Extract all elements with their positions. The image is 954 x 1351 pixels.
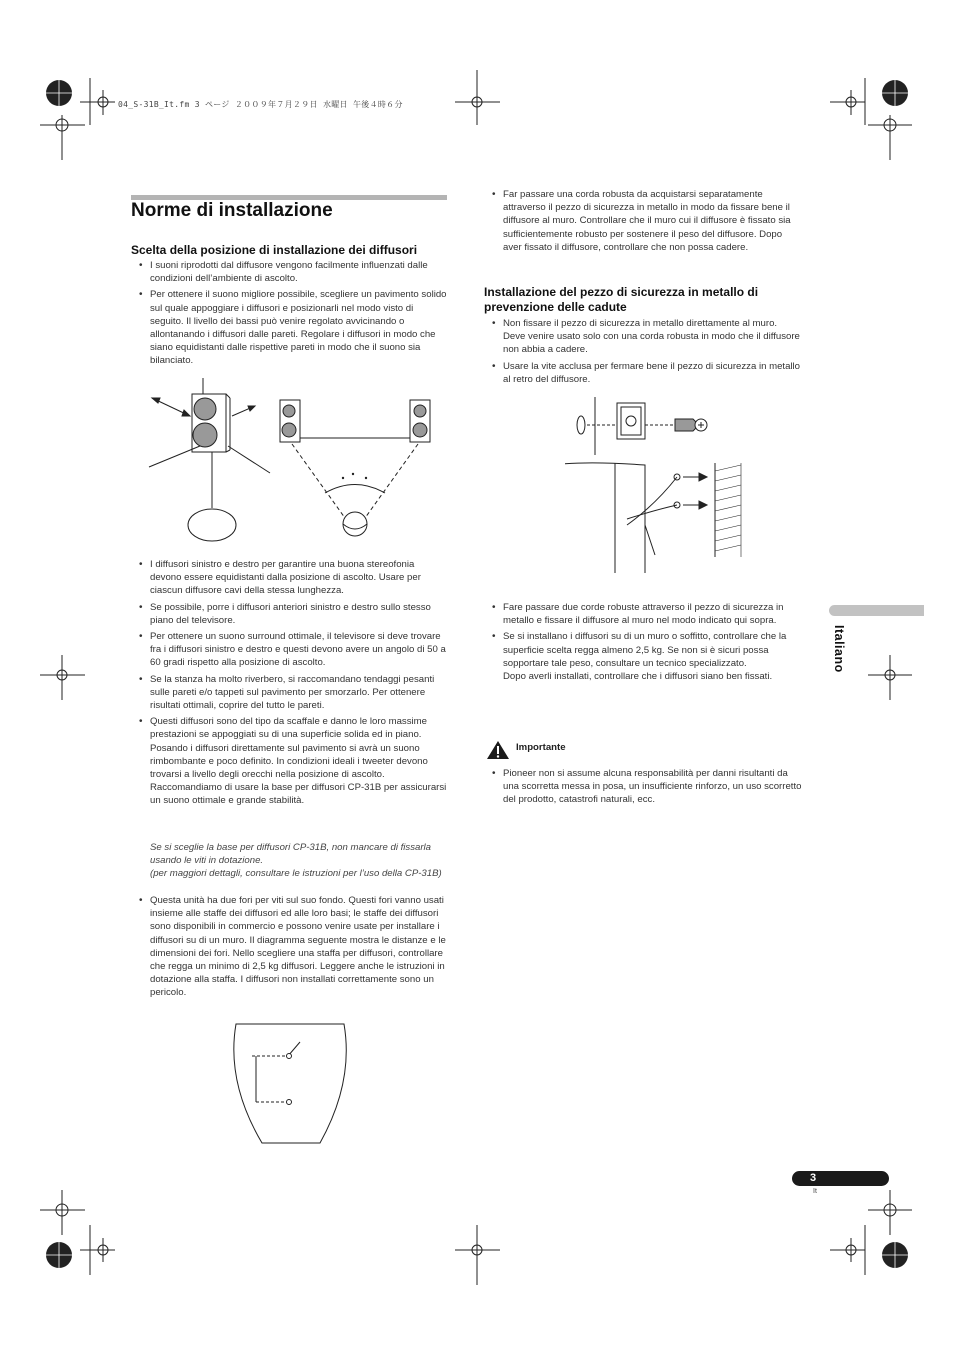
list-item: • I suoni riprodotti dal diffusore vengono facilmente influenzati dalle condizioni dell’ambiente di ascolto. <box>150 259 447 285</box>
list-item: • Usare la vite acclusa per fermare bene il pezzo di sicurezza in metallo al retro del diffusore. <box>503 360 801 386</box>
page-language-code: It <box>813 1188 817 1195</box>
page-number: 3 <box>810 1172 817 1184</box>
list-item: • Per ottenere un suono surround ottimale, il televisore si deve trovare fra i diffusori sinistro e destro e questi devono avere un angolo di 50 a 60 gradi rispetto alla posizione di ascolto. <box>150 630 447 670</box>
list-item: • Questi diffusori sono del tipo da scaffale e danno le loro massime prestazioni se appoggiati su di una superficie solida ed in piano. Posando i diffusori direttamente sul pavimento si avrà un suono rimbombante e poco definito. In condizioni ideali i tweeter devono trovarsi a livello degli orecchi nella posizione di ascolto. Raccomandiamo di usare la base per diffusori CP-31B per assicurarsi un suono ottimale e grande stabilità. <box>150 715 447 807</box>
important-label: Importante <box>516 742 566 753</box>
list-item: • Se possibile, porre i diffusori anteriori sinistro e destro sullo stesso piano del televisore. <box>150 601 447 627</box>
list-item: • Pioneer non si assume alcuna responsabilità per danni risultanti da una scorretta messa in posa, un insufficiente rinforzo, un uso scorretto del prodotto, catastrofi naturali, ecc. <box>503 767 803 807</box>
page-number-badge <box>792 1171 889 1186</box>
important-icon <box>486 740 510 760</box>
language-tab <box>829 605 924 616</box>
list-item: • Non fissare il pezzo di sicurezza in metallo direttamente al muro. Deve venire usato solo con una corda robusta in modo che il diffusore non abbia a cadere. <box>503 317 801 357</box>
placement-bullets-a <box>150 259 447 371</box>
section-heading-safety: Installazione del pezzo di sicurezza in metallo di prevenzione delle cadute <box>484 285 759 314</box>
section-heading-placement: Scelta della posizione di installazione dei diffusori <box>131 243 418 257</box>
safety-bullets-mid <box>503 317 801 389</box>
list-item: • I diffusori sinistro e destro per garantire una buona stereofonia devono essere equidistanti dalla posizione di ascolto. Usare per ciascun diffusore cavi della stessa lunghezza. <box>150 558 447 598</box>
important-bullets <box>503 767 803 810</box>
list-item: • Se si installano i diffusori su di un muro o soffitto, controllare che la superficie scelta regga almeno 2,5 kg. Se non si è sicuri possa sopportare tale peso, consultare un tecnico specializzato. Dopo averli installati, controllare che i diffusori siano ben fissati. <box>503 630 801 683</box>
list-item: • Questa unità ha due fori per viti sul suo fondo. Questi fori vanno usati insieme alle staffe dei diffusori ed alle loro basi; le staffe dei diffusori sono disponibili in commercio e possono venire usate per installare i diffusori su di un muro. Il diagramma seguente mostra le distanze e le dimensioni dei fori. Nello scegliere una staffa per diffusori, controllare che regga un minimo di 2,5 kg diffusori. Leggere anche le istruzioni in dotazione alla staffa. I diffusori non installati correttamente sono un pericolo. <box>150 894 447 1000</box>
page-title: Norme di installazione <box>131 200 333 221</box>
language-tab-label: Italiano <box>832 625 846 673</box>
list-item: • Fare passare due corde robuste attraverso il pezzo di sicurezza in metallo e fissare il diffusore al muro nel modo indicato qui sopra. <box>503 601 801 627</box>
placement-bullets-b <box>150 558 447 811</box>
safety-bracket-illustration <box>565 395 745 575</box>
screw-hole-diagram <box>232 1022 352 1147</box>
list-item: • Far passare una corda robusta da acquistarsi separatamente attraverso il pezzo di sicurezza in metallo in modo da fissare bene il diffusore al muro. Controllare che il muro cui il diffusore è fissato sia sufficientemente robusto per sostenere il peso del diffusore. Dopo aver fissato il diffusore, controllare che non possa cadere. <box>503 188 801 254</box>
speaker-placement-illustration <box>140 378 450 548</box>
list-item: • Se la stanza ha molto riverbero, si raccomandano tendaggi pesanti sulle pareti e/o tappeti sul pavimento per smorzarlo. Per ottenere risultati ottimali, coprire del tutto le pareti. <box>150 673 447 713</box>
safety-bullets-low <box>503 601 801 686</box>
stand-note: Se si sceglie la base per diffusori CP-31B, non mancare di fissarla usando le viti in dotazione. (per maggiori dettagli, consultare le istruzioni per l’uso della CP-31B) <box>150 842 442 880</box>
placement-bullets-c <box>150 894 447 1003</box>
file-header: 04_S-31B_It.fm 3 ページ ２００９年７月２９日 水曜日 午後４時６分 <box>118 100 403 109</box>
safety-bullets-top <box>503 188 801 257</box>
list-item: • Per ottenere il suono migliore possibile, scegliere un pavimento solido sul quale appoggiare i diffusori e posizionarli nel modo visto di seguito. Il livello dei bassi può venire regolato avvicinando o allontanando i diffusori dalle pareti. Regolare i diffusori in modo che siano equidistanti dalle rispettive pareti in modo che il suono sia bilanciato. <box>150 288 447 367</box>
